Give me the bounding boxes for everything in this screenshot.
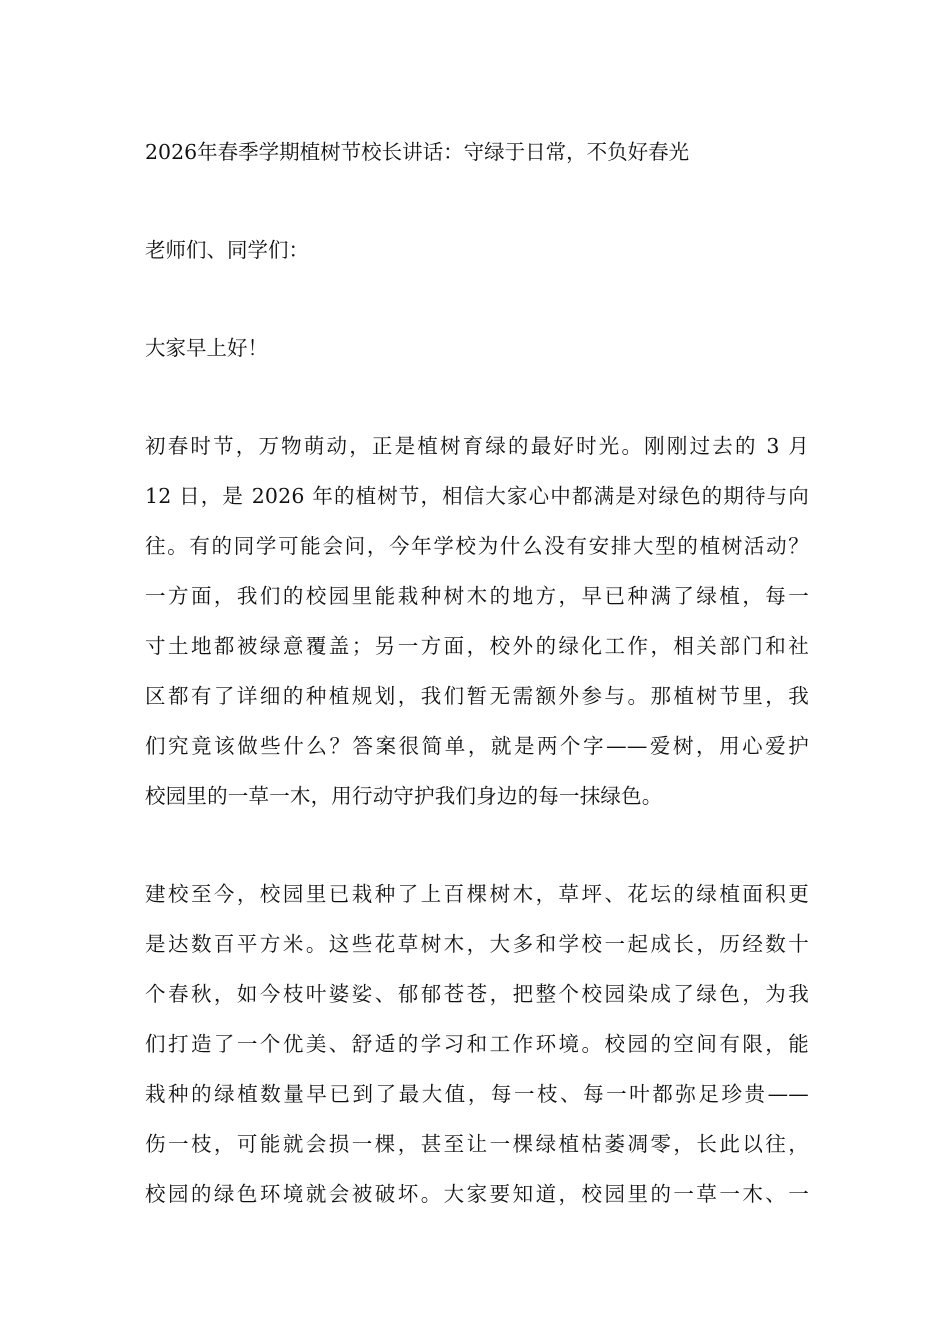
paragraph-line: 建校至今，校园里已栽种了上百棵树木，草坪、花坛的绿植面积更	[145, 882, 809, 906]
paragraph-line: 一方面，我们的校园里能栽种树木的地方，早已种满了绿植，每一	[145, 584, 809, 608]
paragraph-line: 寸土地都被绿意覆盖；另一方面，校外的绿化工作，相关部门和社	[145, 634, 809, 658]
paragraph-line: 们究竟该做些什么？答案很简单，就是两个字——爱树，用心爱护	[145, 734, 809, 758]
paragraph-spacer	[145, 821, 809, 869]
paragraph-1	[145, 421, 809, 821]
paragraph-line: 往。有的同学可能会问，今年学校为什么没有安排大型的植树活动？	[145, 534, 809, 558]
paragraph-line: 是达数百平方米。这些花草树木，大多和学校一起成长，历经数十	[145, 932, 809, 956]
paragraph-line: 伤一枝，可能就会损一棵，甚至让一棵绿植枯萎凋零，长此以往，	[145, 1132, 809, 1156]
paragraph-spacer	[145, 373, 809, 421]
document-body	[145, 127, 809, 1219]
paragraph-line: 栽种的绿植数量早已到了最大值，每一枝、每一叶都弥足珍贵——	[145, 1082, 809, 1106]
paragraph-2	[145, 869, 809, 1219]
paragraph-line: 初春时节，万物萌动，正是植树育绿的最好时光。刚刚过去的 3 月	[145, 434, 809, 458]
paragraph-line: 个春秋，如今枝叶婆娑、郁郁苍苍，把整个校园染成了绿色，为我	[145, 982, 809, 1006]
document-title: 2026年春季学期植树节校长讲话：守绿于日常，不负好春光	[145, 140, 690, 164]
paragraph-line: 校园里的一草一木，用行动守护我们身边的每一抹绿色。	[145, 784, 663, 808]
greeting: 大家早上好！	[145, 336, 268, 360]
paragraph-line: 校园的绿色环境就会被破坏。大家要知道，校园里的一草一木、一	[145, 1182, 809, 1206]
paragraph-spacer	[145, 177, 809, 225]
paragraph-spacer	[145, 275, 809, 323]
paragraph-line: 区都有了详细的种植规划，我们暂无需额外参与。那植树节里，我	[145, 684, 809, 708]
paragraph-line: 12 日，是 2026 年的植树节，相信大家心中都满是对绿色的期待与向	[145, 484, 809, 508]
paragraph-line: 们打造了一个优美、舒适的学习和工作环境。校园的空间有限，能	[145, 1032, 809, 1056]
salutation: 老师们、同学们：	[145, 238, 309, 262]
